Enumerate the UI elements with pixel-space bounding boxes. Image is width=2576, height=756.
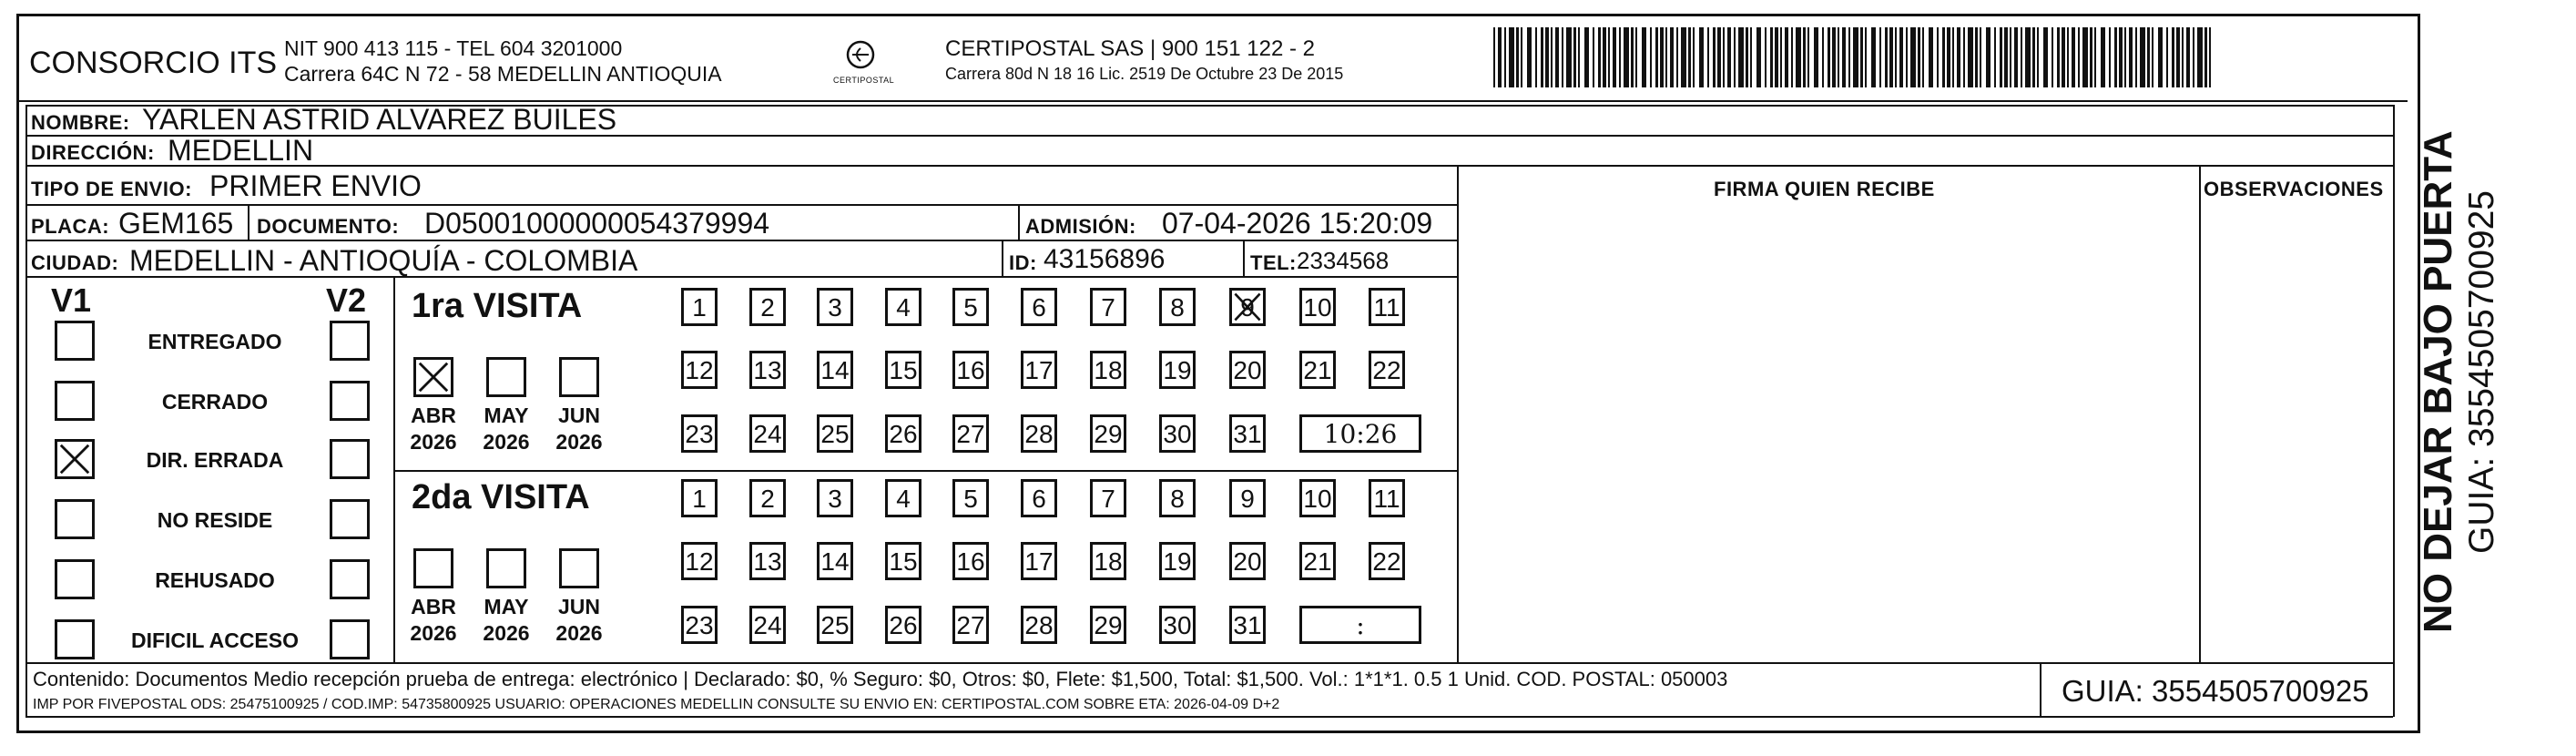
visit-1-month-name: JUN (557, 404, 600, 427)
barcode-bar (1947, 27, 1950, 87)
visit-2-month-label (547, 594, 611, 647)
barcode-bar (2078, 27, 2080, 87)
barcode-bar (2062, 27, 2065, 87)
barcode-bar (1598, 27, 1601, 87)
certipostal-line-2: Carrera 80d N 18 16 Lic. 2519 De Octubre 23 De 2015 (945, 65, 1344, 83)
visit-2-month-year: 2026 (410, 621, 457, 645)
visit-1-day-cell[interactable]: 24 (749, 414, 786, 453)
documento-label: DOCUMENTO: (257, 215, 400, 238)
visit-2-day-cell[interactable]: 12 (681, 542, 718, 580)
visit-2-day-cell[interactable]: 27 (952, 606, 989, 644)
visit-1-day-cell[interactable]: 30 (1159, 414, 1196, 453)
barcode-bar (2158, 27, 2163, 87)
v2-checkbox[interactable] (330, 321, 370, 361)
firma-header: FIRMA QUIEN RECIBE (1714, 178, 1935, 200)
barcode-bar (1770, 27, 1773, 87)
barcode-bar (1713, 27, 1716, 87)
visit-2-month-label (474, 594, 538, 647)
visit-1-month-name: MAY (484, 404, 529, 427)
barcode-bar (1551, 27, 1553, 87)
visit-1-day-cell[interactable]: 6 (1021, 288, 1057, 326)
v2-checkbox[interactable] (330, 499, 370, 539)
visit-2-month-year: 2026 (555, 621, 603, 645)
barcode-bar (1608, 27, 1610, 87)
visit-2-day-cell[interactable]: 20 (1229, 542, 1266, 580)
barcode-bar (2209, 27, 2211, 87)
visit-1-time-field[interactable]: 10:26 (1299, 414, 1421, 453)
admision-label: ADMISIÓN: (1025, 215, 1136, 238)
v1-checkbox[interactable] (55, 499, 95, 539)
side-guia: GUIA: 3554505700925 (2462, 190, 2501, 554)
barcode-bar (1660, 27, 1664, 87)
direccion-value: MEDELLIN (168, 134, 314, 167)
visit-2-time-field[interactable]: : (1299, 606, 1421, 644)
barcode-bar (1842, 27, 1846, 87)
status-label: DIFICIL ACCESO (130, 628, 299, 652)
status-label: DIR. ERRADA (146, 448, 284, 472)
barcode-bar (2129, 27, 2133, 87)
barcode-bar (2197, 27, 2203, 87)
barcode-bar (1838, 27, 1839, 87)
barcode-bar (1688, 27, 1691, 87)
barcode-bar (1986, 27, 1991, 87)
visit-2-day-cell[interactable]: 15 (885, 542, 921, 580)
visit-1-day-cell[interactable]: 3 (817, 288, 853, 326)
barcode-bar (2182, 27, 2184, 87)
visit-1-month-checkbox[interactable] (559, 357, 599, 397)
barcode-bar (1521, 27, 1522, 87)
visit-2-day-cell[interactable]: 10 (1299, 479, 1336, 517)
visit-2-day-cell[interactable]: 2 (749, 479, 786, 517)
barcode-bar (1562, 27, 1563, 87)
barcode-bar (2037, 27, 2039, 87)
visit-1-month-year: 2026 (410, 430, 457, 454)
barcode-bar (1631, 27, 1634, 87)
visit-2-day-cell[interactable]: 6 (1021, 479, 1057, 517)
visit-2-day-cell[interactable]: 29 (1090, 606, 1126, 644)
visit-1-day-cell[interactable]: 27 (952, 414, 989, 453)
status-label: NO RESIDE (157, 508, 273, 532)
visit-2-day-cell[interactable]: 18 (1090, 542, 1126, 580)
barcode-bar (1832, 27, 1836, 87)
visit-1-day-cell[interactable]: 26 (885, 414, 921, 453)
id-value: 43156896 (1044, 244, 1166, 274)
v2-checkbox[interactable] (330, 439, 370, 479)
visit-2-day-cell[interactable]: 25 (817, 606, 853, 644)
visit-2-day-cell[interactable]: 14 (817, 542, 853, 580)
visit-2-day-cell[interactable]: 7 (1090, 479, 1126, 517)
v1-checkbox[interactable] (55, 381, 95, 421)
barcode-bar (1879, 27, 1881, 87)
barcode-bar (1723, 27, 1725, 87)
visit-1-day-cell[interactable]: 23 (681, 414, 718, 453)
barcode-bar (2135, 27, 2137, 87)
v1-header: V1 (51, 281, 92, 319)
visit-1-day-cell[interactable]: 14 (817, 351, 853, 389)
visit-2-month-label (402, 594, 465, 647)
barcode-bar (2114, 27, 2117, 87)
visit-1-day-cell[interactable]: 1 (681, 288, 718, 326)
visit-2-day-cell[interactable]: 31 (1229, 606, 1266, 644)
barcode-bar (1655, 27, 1658, 87)
barcode-bar (1791, 27, 1793, 87)
v2-checkbox[interactable] (330, 619, 370, 659)
visit-2-day-cell[interactable]: 5 (952, 479, 989, 517)
barcode-bar (1952, 27, 1954, 87)
barcode-bar (2057, 27, 2060, 87)
visit-1-day-cell[interactable]: 8 (1159, 288, 1196, 326)
barcode-bar (1756, 27, 1761, 87)
observaciones-header: OBSERVACIONES (2204, 178, 2384, 200)
barcode-bar (1895, 27, 1897, 87)
barcode-bar (1676, 27, 1678, 87)
barcode-bar (2032, 27, 2035, 87)
visit-2-day-cell[interactable]: 11 (1369, 479, 1405, 517)
barcode-bar (2186, 27, 2190, 87)
barcode-bar (1545, 27, 1549, 87)
visit-1-day-cell[interactable]: 18 (1090, 351, 1126, 389)
barcode-bar (2119, 27, 2123, 87)
v1-checkbox[interactable] (55, 321, 95, 361)
visit-1-day-cell[interactable]: 28 (1021, 414, 1057, 453)
visit-1-day-cell[interactable]: 9 (1229, 288, 1266, 326)
visit-1-month-year: 2026 (483, 430, 530, 454)
barcode-bar (2067, 27, 2069, 87)
status-label: CERRADO (161, 390, 269, 414)
visit-2-day-cell[interactable]: 4 (885, 479, 921, 517)
status-label: REHUSADO (155, 568, 275, 592)
visit-1-day-cell[interactable]: 12 (681, 351, 718, 389)
logo-caption: CERTIPOSTAL (833, 76, 895, 85)
barcode-bar (2094, 27, 2096, 87)
barcode-bar (1807, 27, 1809, 87)
barcode-bar (1803, 27, 1806, 87)
barcode-bar (2021, 27, 2022, 87)
visit-1-title: 1ra VISITA (412, 287, 583, 325)
visit-2-month-name: MAY (484, 595, 529, 618)
barcode-bar (1865, 27, 1867, 87)
v1-checkbox[interactable] (55, 619, 95, 659)
visit-2-month-checkbox[interactable] (413, 548, 453, 588)
barcode-bar (2004, 27, 2008, 87)
nombre-value: YARLEN ASTRID ALVAREZ BUILES (142, 103, 617, 136)
barcode-bar (2166, 27, 2168, 87)
v2-header: V2 (326, 281, 367, 319)
visit-1-day-cell[interactable]: 17 (1021, 351, 1057, 389)
visit-1-day-cell[interactable]: 11 (1369, 288, 1405, 326)
visit-1-day-cell[interactable]: 19 (1159, 351, 1196, 389)
visit-1-month-label (547, 403, 611, 455)
v1-checkbox[interactable] (55, 559, 95, 599)
v1-checkbox[interactable] (55, 439, 95, 479)
visit-2-day-cell[interactable]: 13 (749, 542, 786, 580)
barcode-bar (2082, 27, 2088, 87)
barcode-bar (1509, 27, 1514, 87)
visit-2-day-cell[interactable]: 17 (1021, 542, 1057, 580)
visit-2-day-cell[interactable]: 23 (681, 606, 718, 644)
barcode-bar (1889, 27, 1893, 87)
visit-1-day-cell[interactable]: 25 (817, 414, 853, 453)
barcode-bar (1555, 27, 1559, 87)
visit-1-month-checkbox[interactable] (486, 357, 526, 397)
tipo-envio-value: PRIMER ENVIO (209, 169, 422, 202)
barcode-bar (1734, 27, 1736, 87)
barcode-bar (1780, 27, 1782, 87)
barcode-bar (1963, 27, 1965, 87)
barcode-bar (1822, 27, 1824, 87)
placa-label: PLACA: (31, 215, 110, 238)
visit-2-day-cell[interactable]: 28 (1021, 606, 1057, 644)
barcode-bar (1937, 27, 1939, 87)
barcode-bar (1707, 27, 1709, 87)
barcode-bar (1871, 27, 1876, 87)
visit-2-day-cell[interactable]: 1 (681, 479, 718, 517)
visit-2-month-name: ABR (411, 595, 456, 618)
barcode-bar (2043, 27, 2048, 87)
tel-label: TEL: (1250, 251, 1297, 274)
visit-1-day-cell[interactable]: 15 (885, 351, 921, 389)
barcode-bar (1957, 27, 1960, 87)
barcode-bar (2014, 27, 2018, 87)
barcode-bar (1670, 27, 1674, 87)
footer-imp: IMP POR FIVEPOSTAL ODS: 25475100925 / COD.IMP: 54735800925 USUARIO: OPERACIONES MEDELLIN CONSULTE SU ENVIO EN: CERTIPOSTAL.COM SOBRE ETA: 2026-04-09 D+2 (33, 697, 1280, 712)
guia-box: GUIA: 3554505700925 (2062, 674, 2369, 708)
barcode-bar (1693, 27, 1695, 87)
visit-1-day-cell[interactable]: 20 (1229, 351, 1266, 389)
barcode-bar (1738, 27, 1744, 87)
visit-1-day-cell[interactable]: 5 (952, 288, 989, 326)
company-line-1: NIT 900 413 115 - TEL 604 3201000 (284, 36, 623, 60)
barcode-bar (1828, 27, 1830, 87)
visit-1-month-name: ABR (411, 404, 456, 427)
barcode-bar (2025, 27, 2031, 87)
barcode-bar (1750, 27, 1752, 87)
visit-1-day-cell[interactable]: 21 (1299, 351, 1336, 389)
barcode-bar (2140, 27, 2145, 87)
v2-checkbox[interactable] (330, 381, 370, 421)
visit-1-day-cell[interactable]: 10 (1299, 288, 1336, 326)
barcode-bar (1899, 27, 1903, 87)
barcode-bar (1573, 27, 1576, 87)
barcode-bar (1785, 27, 1788, 87)
barcode-bar (2072, 27, 2075, 87)
barcode-bar (1504, 27, 1506, 87)
barcode-bar (1516, 27, 1519, 87)
barcode-bar (1635, 27, 1637, 87)
direccion-label: DIRECCIÓN: (31, 141, 155, 164)
barcode-bar (2090, 27, 2092, 87)
visit-2-day-cell[interactable]: 3 (817, 479, 853, 517)
barcode-bar (1493, 27, 1495, 87)
barcode-bar (1603, 27, 1606, 87)
visit-1-month-label (402, 403, 465, 455)
barcode-bar (1650, 27, 1652, 87)
barcode-bar (1975, 27, 1978, 87)
nombre-label: NOMBRE: (31, 111, 130, 134)
barcode-bar (2109, 27, 2111, 87)
visit-1-day-cell[interactable]: 31 (1229, 414, 1266, 453)
visit-1-month-year: 2026 (555, 430, 603, 454)
barcode-bar (1578, 27, 1580, 87)
visit-2-day-cell[interactable]: 22 (1369, 542, 1405, 580)
visit-2-day-cell[interactable]: 21 (1299, 542, 1336, 580)
barcode-bar (2204, 27, 2207, 87)
barcode-bar (1860, 27, 1863, 87)
barcode-bar (1968, 27, 1973, 87)
barcode-bar (2172, 27, 2174, 87)
visit-2-day-cell[interactable]: 30 (1159, 606, 1196, 644)
visit-2-month-checkbox[interactable] (486, 548, 526, 588)
barcode-bar (1727, 27, 1731, 87)
visit-1-day-cell[interactable]: 13 (749, 351, 786, 389)
barcode-bar (1527, 27, 1532, 87)
barcode-bar (2147, 27, 2150, 87)
barcode-bar (1613, 27, 1616, 87)
visit-2-day-cell[interactable]: 16 (952, 542, 989, 580)
barcode-bar (1619, 27, 1621, 87)
company-name: CONSORCIO ITS (29, 46, 278, 80)
barcode-bar (1566, 27, 1572, 87)
visit-2-title: 2da VISITA (412, 478, 590, 516)
barcode-bar (1848, 27, 1850, 87)
ciudad-value: MEDELLIN - ANTIOQUÍA - COLOMBIA (129, 244, 638, 277)
visit-2-day-cell[interactable]: 8 (1159, 479, 1196, 517)
barcode-bar (2101, 27, 2105, 87)
barcode-bar (1994, 27, 1996, 87)
certipostal-line-1: CERTIPOSTAL SAS | 900 151 122 - 2 (945, 36, 1315, 61)
barcode-bar (1717, 27, 1721, 87)
barcode-bar (2124, 27, 2126, 87)
barcode-bar (1775, 27, 1778, 87)
visit-2-day-cell[interactable]: 26 (885, 606, 921, 644)
visit-2-month-name: JUN (557, 595, 600, 618)
barcode-bar (1541, 27, 1543, 87)
status-label: ENTREGADO (148, 330, 282, 353)
barcode-bar (1853, 27, 1858, 87)
barcode-bar (1929, 27, 1933, 87)
visit-1-day-cell[interactable]: 2 (749, 288, 786, 326)
barcode-bar (2193, 27, 2194, 87)
barcode-bar (1593, 27, 1594, 87)
barcode-bar (2176, 27, 2180, 87)
no-dejar-bajo-puerta: NO DEJAR BAJO PUERTA (2416, 130, 2460, 633)
barcode-bar (2052, 27, 2053, 87)
barcode-bar (1980, 27, 1981, 87)
visit-1-month-checkbox[interactable] (413, 357, 453, 397)
barcode-bar (1498, 27, 1502, 87)
footer-contenido: Contenido: Documentos Medio recepción prueba de entrega: electrónico | Declarado: $0, % Seguro: $0, Otros: $0, Flete: $1,500, Total: $1,500. Vol.: 1*1*1. 0.5 1 Unid. COD. POSTAL: 050003 (33, 668, 1728, 690)
placa-value: GEM165 (118, 207, 234, 240)
v2-checkbox[interactable] (330, 559, 370, 599)
barcode-bar (1885, 27, 1888, 87)
visit-1-month-label (474, 403, 538, 455)
id-label: ID: (1009, 251, 1037, 274)
barcode-bar (1906, 27, 1908, 87)
barcode-bar (1746, 27, 1748, 87)
visit-2-day-cell[interactable]: 19 (1159, 542, 1196, 580)
barcode-bar (2010, 27, 2011, 87)
visit-1-day-cell[interactable]: 4 (885, 288, 921, 326)
visit-2-month-checkbox[interactable] (559, 548, 599, 588)
barcode-bar (1584, 27, 1589, 87)
barcode-bar (1765, 27, 1767, 87)
barcode-bar (1910, 27, 1916, 87)
tipo-envio-label: TIPO DE ENVIO: (31, 178, 192, 200)
barcode (1493, 27, 2222, 87)
barcode-bar (1699, 27, 1704, 87)
documento-value: D05001000000054379994 (424, 207, 770, 240)
visit-1-day-cell[interactable]: 22 (1369, 351, 1405, 389)
ciudad-label: CIUDAD: (31, 251, 119, 274)
barcode-bar (1681, 27, 1686, 87)
barcode-bar (1535, 27, 1537, 87)
barcode-bar (1942, 27, 1945, 87)
visit-1-day-cell[interactable]: 16 (952, 351, 989, 389)
barcode-bar (1665, 27, 1667, 87)
visit-2-month-year: 2026 (483, 621, 530, 645)
tel-value: 2334568 (1297, 247, 1390, 274)
barcode-bar (1624, 27, 1629, 87)
visit-1-day-cell[interactable]: 7 (1090, 288, 1126, 326)
barcode-bar (1796, 27, 1801, 87)
barcode-bar (1922, 27, 1924, 87)
visit-2-day-cell[interactable]: 9 (1229, 479, 1266, 517)
company-line-2: Carrera 64C N 72 - 58 MEDELLIN ANTIOQUIA (284, 62, 722, 86)
barcode-bar (1918, 27, 1920, 87)
admision-value: 07-04-2026 15:20:09 (1162, 207, 1433, 240)
visit-2-day-cell[interactable]: 24 (749, 606, 786, 644)
barcode-bar (1814, 27, 1818, 87)
barcode-bar (1642, 27, 1646, 87)
barcode-bar (2152, 27, 2153, 87)
visit-1-day-cell[interactable]: 29 (1090, 414, 1126, 453)
barcode-bar (2000, 27, 2002, 87)
